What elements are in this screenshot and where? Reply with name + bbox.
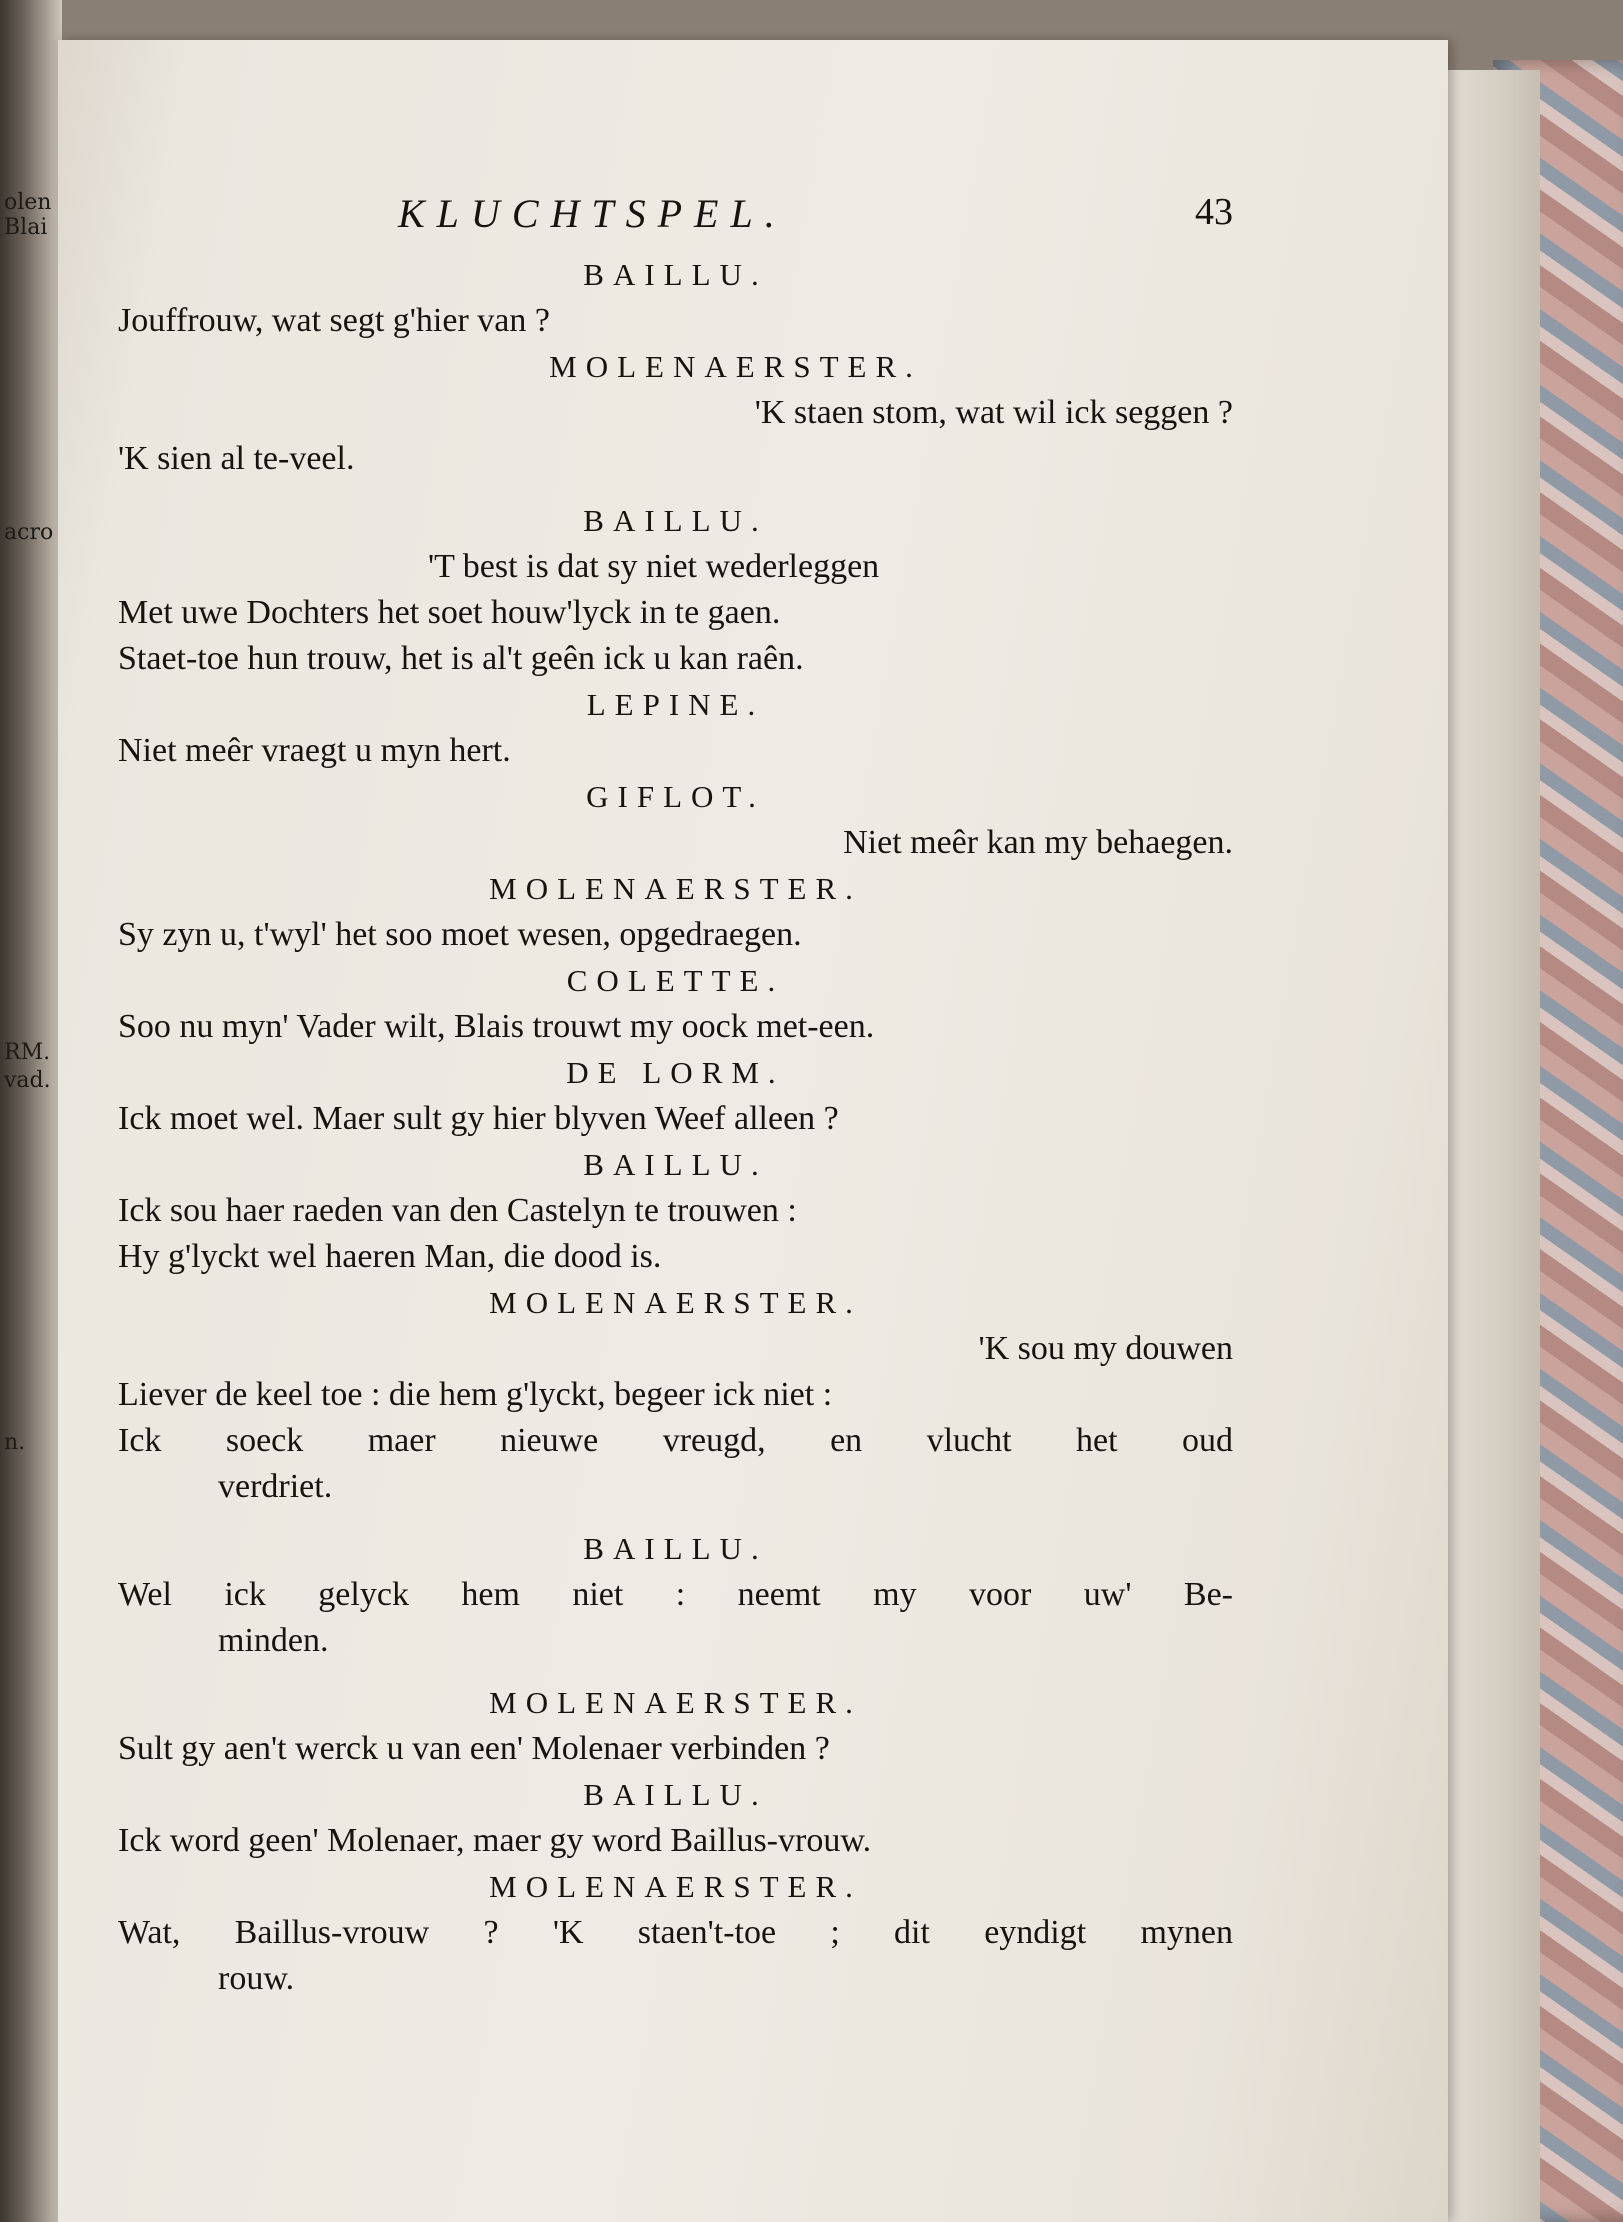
verse-line: Sy zyn u, t'wyl' het soo moet wesen, opgedraegen. bbox=[118, 916, 802, 953]
running-head-title: KLUCHTSPEL. bbox=[398, 191, 787, 236]
speaker-name: BAILLU. bbox=[583, 257, 768, 292]
speaker-name: COLETTE. bbox=[566, 963, 785, 998]
prev-page-fragment: olen bbox=[4, 190, 52, 215]
verse-line: Jouffrouw, wat segt g'hier van ? bbox=[118, 302, 550, 339]
verse-line: Soo nu myn' Vader wilt, Blais trouwt my oock met-een. bbox=[118, 1008, 875, 1045]
verse-line: 'T best is dat sy niet wederleggen bbox=[428, 548, 880, 585]
verse-line: Niet meêr vraegt u myn hert. bbox=[118, 732, 511, 769]
previous-page-edge bbox=[0, 0, 62, 2222]
verse-line: Ick word geen' Molenaer, maer gy word Baillus-vrouw. bbox=[118, 1822, 872, 1859]
verse-line: Wat, Baillus-vrouw ? 'K staen't-toe ; dit eyndigt mynen bbox=[118, 1914, 1233, 1951]
verse-line: Hy g'lyckt wel haeren Man, die dood is. bbox=[118, 1238, 662, 1275]
verse-line: Liever de keel toe : die hem g'lyckt, begeer ick niet : bbox=[118, 1376, 833, 1413]
running-head bbox=[118, 190, 1233, 252]
prev-page-fragment: n. bbox=[4, 1430, 26, 1455]
book-page bbox=[58, 40, 1448, 2222]
verse-line: 'K staen stom, wat wil ick seggen ? bbox=[754, 394, 1233, 431]
speaker-name: MOLENAERSTER. bbox=[489, 1869, 862, 1904]
verse-line: Ick sou haer raeden van den Castelyn te trouwen : bbox=[118, 1192, 797, 1229]
verse-line: Wel ick gelyck hem niet : neemt my voor uw' Be- bbox=[118, 1576, 1233, 1613]
speaker-name: BAILLU. bbox=[583, 1147, 768, 1182]
speaker-name: MOLENAERSTER. bbox=[489, 1685, 862, 1720]
speaker-name: BAILLU. bbox=[583, 503, 768, 538]
verse-line: Met uwe Dochters het soet houw'lyck in te gaen. bbox=[118, 594, 781, 631]
verse-line: Ick soeck maer nieuwe vreugd, en vlucht het oud bbox=[118, 1422, 1233, 1459]
verse-line-continuation: verdriet. bbox=[218, 1468, 333, 1505]
prev-page-fragment: RM. bbox=[4, 1040, 51, 1065]
verse-line: Staet-toe hun trouw, het is al't geên ick u kan raên. bbox=[118, 640, 804, 677]
verse-line: 'K sou my douwen bbox=[978, 1330, 1233, 1367]
prev-page-fragment: Blai bbox=[4, 215, 48, 240]
prev-page-fragment: acro bbox=[4, 520, 54, 545]
speaker-name: BAILLU. bbox=[583, 1777, 768, 1812]
speaker-name: MOLENAERSTER. bbox=[549, 349, 922, 384]
verse-line: Sult gy aen't werck u van een' Molenaer verbinden ? bbox=[118, 1730, 830, 1767]
speaker-name: DE LORM. bbox=[566, 1055, 785, 1090]
speaker-name: LEPINE. bbox=[586, 687, 765, 722]
speaker-name: BAILLU. bbox=[583, 1531, 768, 1566]
page-text bbox=[118, 190, 1233, 2002]
verse-line-continuation: minden. bbox=[218, 1622, 329, 1659]
speaker-name: GIFLOT. bbox=[586, 779, 765, 814]
prev-page-fragment: vad. bbox=[4, 1068, 51, 1093]
speaker-name: MOLENAERSTER. bbox=[489, 1285, 862, 1320]
verse-line-continuation: rouw. bbox=[218, 1960, 295, 1997]
page-number: 43 bbox=[1195, 191, 1233, 233]
verse-line: Ick moet wel. Maer sult gy hier blyven Weef alleen ? bbox=[118, 1100, 839, 1137]
verse-line: 'K sien al te-veel. bbox=[118, 440, 355, 477]
speaker-name: MOLENAERSTER. bbox=[489, 871, 862, 906]
verse-line: Niet meêr kan my behaegen. bbox=[843, 824, 1233, 861]
